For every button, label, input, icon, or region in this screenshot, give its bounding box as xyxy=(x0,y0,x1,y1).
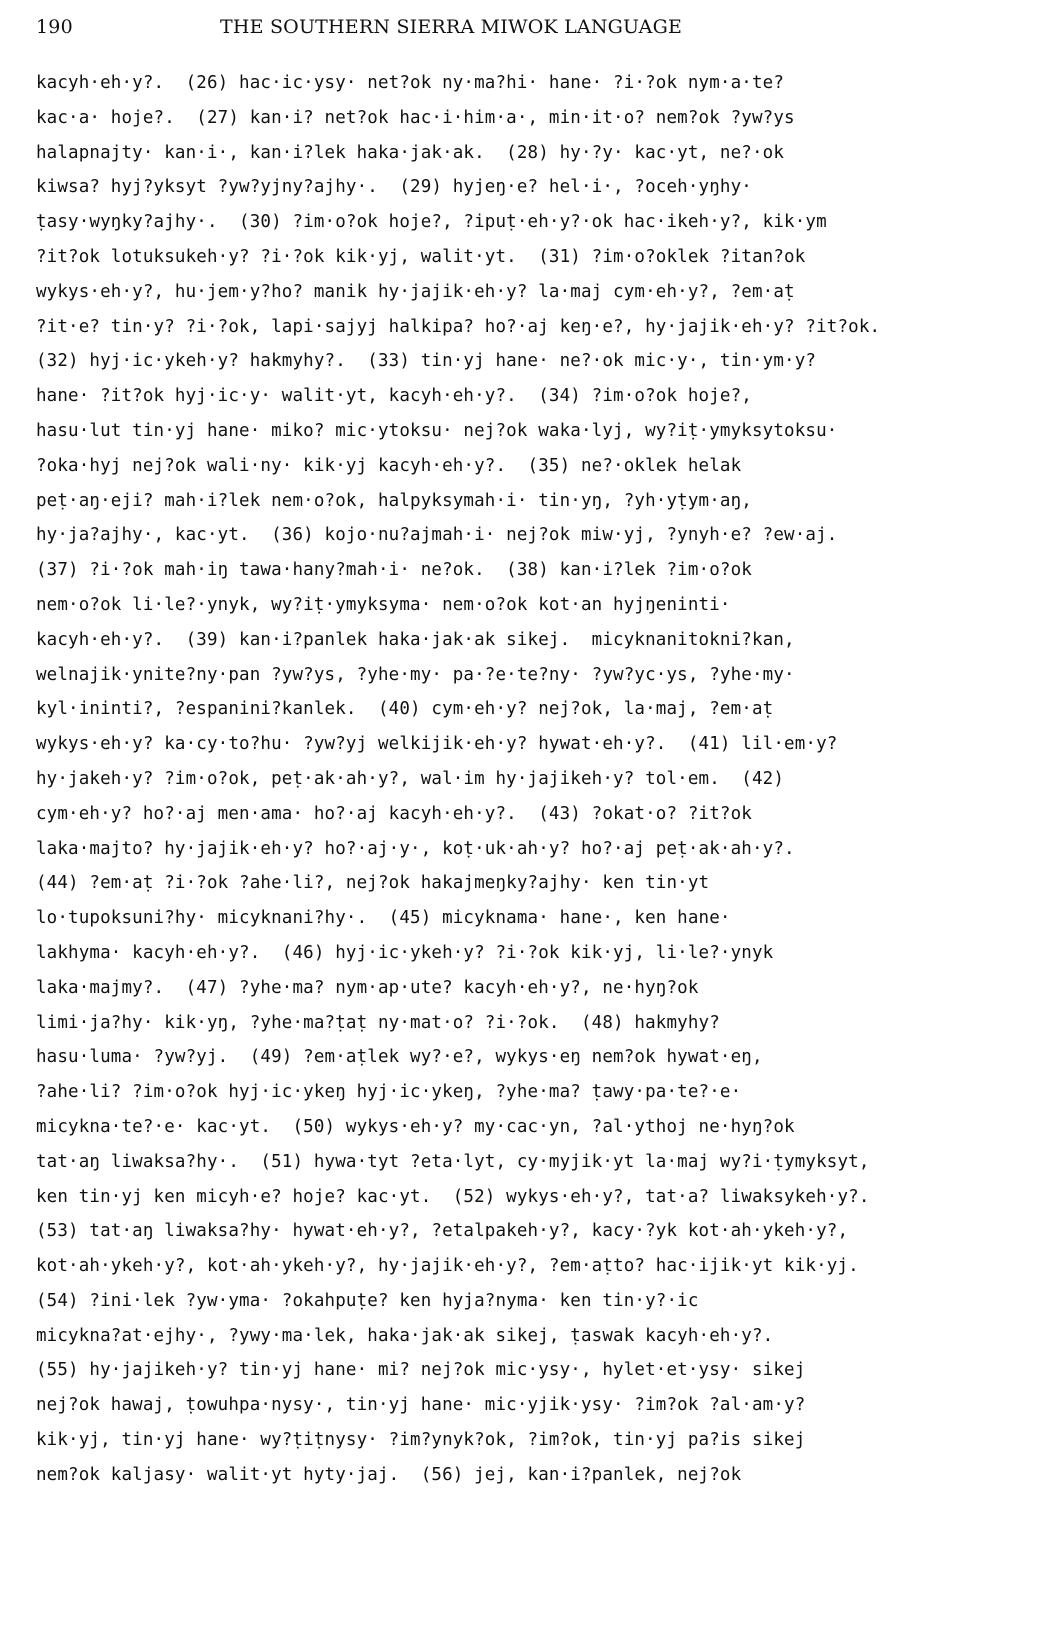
text-line: hane· ?it?ok hyj·ic·y· walit·yt, kacyh·eh·y?. (34) ?im·o?ok hoje?, xyxy=(36,386,752,407)
text-line: wykys·eh·y?, hu·jem·y?ho? manik hy·jajik·eh·y? la·maj cym·eh·y?, ?em·aṭ xyxy=(36,281,795,302)
text-line: (44) ?em·aṭ ?i·?ok ?ahe·li?, nej?ok hakajmeŋky?ajhy· ken tin·yt xyxy=(36,873,710,894)
text-line: ṭasy·wyŋky?ajhy·. (30) ?im·o?ok hoje?, ?ipuṭ·eh·y?·ok hac·ikeh·y?, kik·ym xyxy=(36,212,827,233)
text-line: kyl·ininti?, ?espanini?kanlek. (40) cym·eh·y? nej?ok, la·maj, ?em·aṭ xyxy=(36,699,774,720)
text-line: limi·ja?hy· kik·yŋ, ?yhe·ma?ṭaṭ ny·mat·o? ?i·?ok. (48) hakmyhy? xyxy=(36,1012,720,1033)
text-line: nem·o?ok li·le?·ynyk, wy?iṭ·ymyksyma· nem·o?ok kot·an hyjŋeninti· xyxy=(36,594,731,615)
running-head xyxy=(36,16,1026,50)
text-line: kacyh·eh·y?. (26) hac·ic·ysy· net?ok ny·ma?hi· hane· ?i·?ok nym·a·te? xyxy=(36,73,785,93)
text-line: laka·majto? hy·jajik·eh·y? ho?·aj·y·, koṭ·uk·ah·y? ho?·aj peṭ·ak·ah·y?. xyxy=(36,838,795,859)
text-line: kac·a· hoje?. (27) kan·i? net?ok hac·i·him·a·, min·it·o? nem?ok ?yw?ys xyxy=(36,107,795,128)
text-line: hasu·luma· ?yw?yj. (49) ?em·aṭlek wy?·e?, wykys·eŋ nem?ok hywat·eŋ, xyxy=(36,1047,763,1068)
text-line: (55) hy·jajikeh·y? tin·yj hane· mi? nej?ok mic·ysy·, hylet·et·ysy· sikej xyxy=(36,1360,806,1381)
text-line: kiwsa? hyj?yksyt ?yw?yjny?ajhy·. (29) hyjeŋ·e? hel·i·, ?oceh·yŋhy· xyxy=(36,177,752,198)
body-text xyxy=(36,66,1036,1493)
text-line: hy·jakeh·y? ?im·o?ok, peṭ·ak·ah·y?, wal·im hy·jajikeh·y? tol·em. (42) xyxy=(36,768,785,789)
text-line: (53) tat·aŋ liwaksa?hy· hywat·eh·y?, ?etalpakeh·y?, kacy·?yk kot·ah·ykeh·y?, xyxy=(36,1221,849,1242)
text-line: ?it?ok lotuksukeh·y? ?i·?ok kik·yj, walit·yt. (31) ?im·o?oklek ?itan?ok xyxy=(36,246,806,267)
text-line: kik·yj, tin·yj hane· wy?ṭiṭnysy· ?im?ynyk?ok, ?im?ok, tin·yj pa?is sikej xyxy=(36,1430,806,1451)
text-line: lakhyma· kacyh·eh·y?. (46) hyj·ic·ykeh·y? ?i·?ok kik·yj, li·le?·ynyk xyxy=(36,942,774,963)
text-line: halapnajty· kan·i·, kan·i?lek haka·jak·ak. (28) hy·?y· kac·yt, ne?·ok xyxy=(36,142,785,163)
text-line: wykys·eh·y? ka·cy·to?hu· ?yw?yj welkijik·eh·y? hywat·eh·y?. (41) lil·em·y? xyxy=(36,734,838,755)
text-line: ?ahe·li? ?im·o?ok hyj·ic·ykeŋ hyj·ic·ykeŋ, ?yhe·ma? ṭawy·pa·te?·e· xyxy=(36,1082,742,1103)
text-line: (37) ?i·?ok mah·iŋ tawa·hany?mah·i· ne?ok. (38) kan·i?lek ?im·o?ok xyxy=(36,560,752,581)
text-line: micykna·te?·e· kac·yt. (50) wykys·eh·y? my·cac·yn, ?al·ythoj ne·hyŋ?ok xyxy=(36,1116,795,1137)
text-line: welnajik·ynite?ny·pan ?yw?ys, ?yhe·my· pa·?e·te?ny· ?yw?yc·ys, ?yhe·my· xyxy=(36,664,795,685)
text-line: kacyh·eh·y?. (39) kan·i?panlek haka·jak·ak sikej. micyknanitokni?kan, xyxy=(36,629,795,650)
text-line: tat·aŋ liwaksa?hy·. (51) hywa·tyt ?eta·lyt, cy·myjik·yt la·maj wy?i·ṭymyksyt, xyxy=(36,1151,870,1172)
page-number: 190 xyxy=(36,16,73,38)
text-line: ?it·e? tin·y? ?i·?ok, lapi·sajyj halkipa? ho?·aj keŋ·e?, hy·jajik·eh·y? ?it?ok. xyxy=(36,316,881,337)
text-line: kot·ah·ykeh·y?, kot·ah·ykeh·y?, hy·jajik·eh·y?, ?em·aṭto? hac·ijik·yt kik·yj. xyxy=(36,1256,859,1277)
text-line: nem?ok kaljasy· walit·yt hyty·jaj. (56) jej, kan·i?panlek, nej?ok xyxy=(36,1464,742,1485)
text-line: laka·majmy?. (47) ?yhe·ma? nym·ap·ute? kacyh·eh·y?, ne·hyŋ?ok xyxy=(36,977,699,998)
running-title: THE SOUTHERN SIERRA MIWOK LANGUAGE xyxy=(220,16,683,38)
text-line: (32) hyj·ic·ykeh·y? hakmyhy?. (33) tin·yj hane· ne?·ok mic·y·, tin·ym·y? xyxy=(36,351,817,372)
text-line: ?oka·hyj nej?ok wali·ny· kik·yj kacyh·eh·y?. (35) ne?·oklek helak xyxy=(36,455,742,476)
text-line: hasu·lut tin·yj hane· miko? mic·ytoksu· nej?ok waka·lyj, wy?iṭ·ymyksytoksu· xyxy=(36,420,838,441)
text-line: ken tin·yj ken micyh·e? hoje? kac·yt. (52) wykys·eh·y?, tat·a? liwaksykeh·y?. xyxy=(36,1186,870,1207)
text-line: nej?ok hawaj, ṭowuhpa·nysy·, tin·yj hane· mic·yjik·ysy· ?im?ok ?al·am·y? xyxy=(36,1395,806,1416)
text-line: cym·eh·y? ho?·aj men·ama· ho?·aj kacyh·eh·y?. (43) ?okat·o? ?it?ok xyxy=(36,803,752,824)
text-line: micykna?at·ejhy·, ?ywy·ma·lek, haka·jak·ak sikej, ṭaswak kacyh·eh·y?. xyxy=(36,1325,774,1346)
text-line: peṭ·aŋ·eji? mah·i?lek nem·o?ok, halpyksymah·i· tin·yŋ, ?yh·yṭym·aŋ, xyxy=(36,490,752,511)
text-line: hy·ja?ajhy·, kac·yt. (36) kojo·nu?ajmah·i· nej?ok miw·yj, ?ynyh·e? ?ew·aj. xyxy=(36,525,838,546)
text-line: (54) ?ini·lek ?yw·yma· ?okahpuṭe? ken hyja?nyma· ken tin·y?·ic xyxy=(36,1290,699,1311)
text-line: lo·tupoksuni?hy· micyknani?hy·. (45) micyknama· hane·, ken hane· xyxy=(36,908,731,929)
